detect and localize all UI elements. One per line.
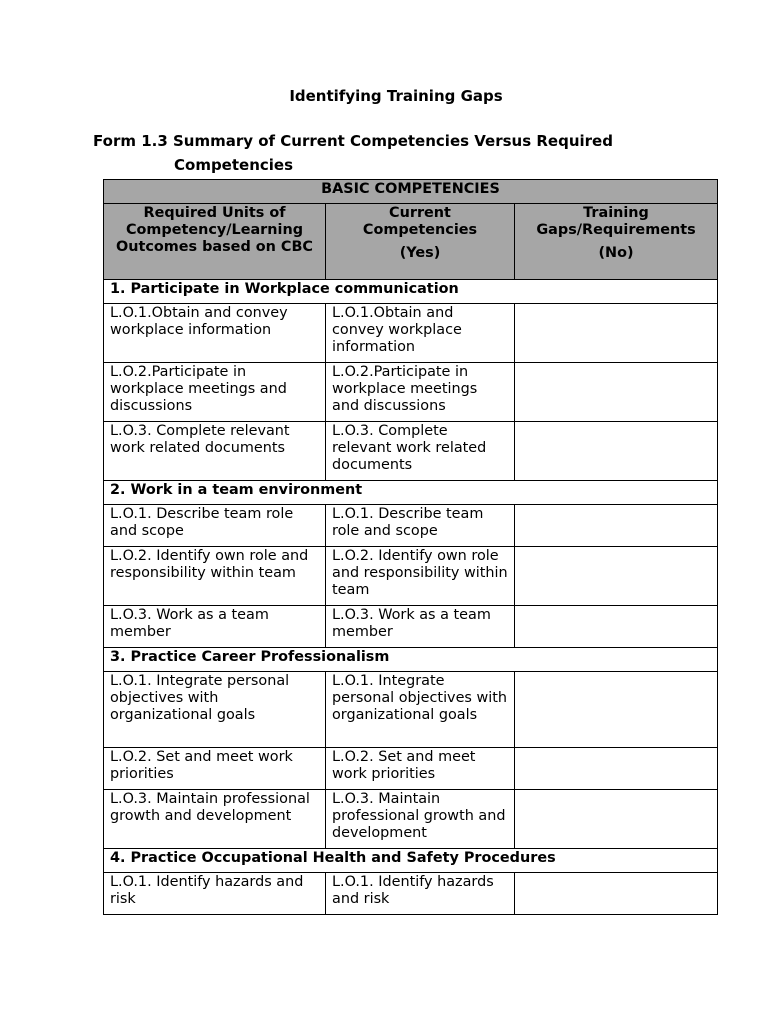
gap-cell bbox=[515, 505, 718, 547]
current-cell: L.O.1. Identify hazards and risk bbox=[326, 873, 515, 915]
required-cell: L.O.3. Work as a team member bbox=[104, 606, 326, 648]
header-training-gaps bbox=[515, 204, 718, 280]
header-gaps-no: (No) bbox=[598, 245, 634, 261]
section-title: 3. Practice Career Professionalism bbox=[104, 648, 718, 672]
current-cell: L.O.2. Set and meet work priorities bbox=[326, 748, 515, 790]
section-title: 1. Participate in Workplace communication bbox=[104, 280, 718, 304]
gap-cell bbox=[515, 790, 718, 849]
required-cell: L.O.1. Integrate personal objectives with organizational goals bbox=[104, 672, 326, 748]
competencies-table bbox=[103, 179, 718, 915]
form-title-line2: Competencies bbox=[174, 156, 294, 174]
current-cell: L.O.1. Describe team role and scope bbox=[326, 505, 515, 547]
table-row bbox=[104, 748, 718, 790]
table-row bbox=[104, 790, 718, 849]
required-cell: L.O.2. Set and meet work priorities bbox=[104, 748, 326, 790]
table-row bbox=[104, 873, 718, 915]
header-gaps-label: Training Gaps/Requirements bbox=[536, 205, 696, 238]
required-cell: L.O.3. Maintain professional growth and development bbox=[104, 790, 326, 849]
gap-cell bbox=[515, 422, 718, 481]
table-row bbox=[104, 304, 718, 363]
current-cell: L.O.3. Complete relevant work related documents bbox=[326, 422, 515, 481]
section-title: 2. Work in a team environment bbox=[104, 481, 718, 505]
section-title: 4. Practice Occupational Health and Safety Procedures bbox=[104, 849, 718, 873]
current-cell: L.O.3. Work as a team member bbox=[326, 606, 515, 648]
table-row bbox=[104, 672, 718, 748]
current-cell: L.O.3. Maintain professional growth and development bbox=[326, 790, 515, 849]
gap-cell bbox=[515, 748, 718, 790]
current-cell: L.O.2.Participate in workplace meetings and discussions bbox=[326, 363, 515, 422]
gap-cell bbox=[515, 672, 718, 748]
table-row bbox=[104, 606, 718, 648]
gap-cell bbox=[515, 873, 718, 915]
gap-cell bbox=[515, 547, 718, 606]
required-cell: L.O.2.Participate in workplace meetings and discussions bbox=[104, 363, 326, 422]
header-current-competencies bbox=[326, 204, 515, 280]
required-cell: L.O.2. Identify own role and responsibility within team bbox=[104, 547, 326, 606]
table-banner: BASIC COMPETENCIES bbox=[104, 180, 718, 204]
document-title: Identifying Training Gaps bbox=[289, 87, 503, 105]
current-cell: L.O.2. Identify own role and responsibility within team bbox=[326, 547, 515, 606]
current-cell: L.O.1.Obtain and convey workplace information bbox=[326, 304, 515, 363]
header-current-label: Current Competencies bbox=[362, 205, 478, 238]
required-cell: L.O.1. Describe team role and scope bbox=[104, 505, 326, 547]
header-required-units: Required Units of Competency/Learning Outcomes based on CBC bbox=[104, 204, 326, 280]
required-cell: L.O.1. Identify hazards and risk bbox=[104, 873, 326, 915]
gap-cell bbox=[515, 606, 718, 648]
required-cell: L.O.3. Complete relevant work related documents bbox=[104, 422, 326, 481]
gap-cell bbox=[515, 363, 718, 422]
required-cell: L.O.1.Obtain and convey workplace information bbox=[104, 304, 326, 363]
form-title-line1: Form 1.3 Summary of Current Competencies Versus Required bbox=[93, 132, 613, 150]
table-row bbox=[104, 505, 718, 547]
form-title bbox=[93, 129, 673, 177]
table-row bbox=[104, 363, 718, 422]
table-row bbox=[104, 547, 718, 606]
current-cell: L.O.1. Integrate personal objectives with organizational goals bbox=[326, 672, 515, 748]
header-current-yes: (Yes) bbox=[399, 245, 441, 261]
table-row bbox=[104, 422, 718, 481]
gap-cell bbox=[515, 304, 718, 363]
